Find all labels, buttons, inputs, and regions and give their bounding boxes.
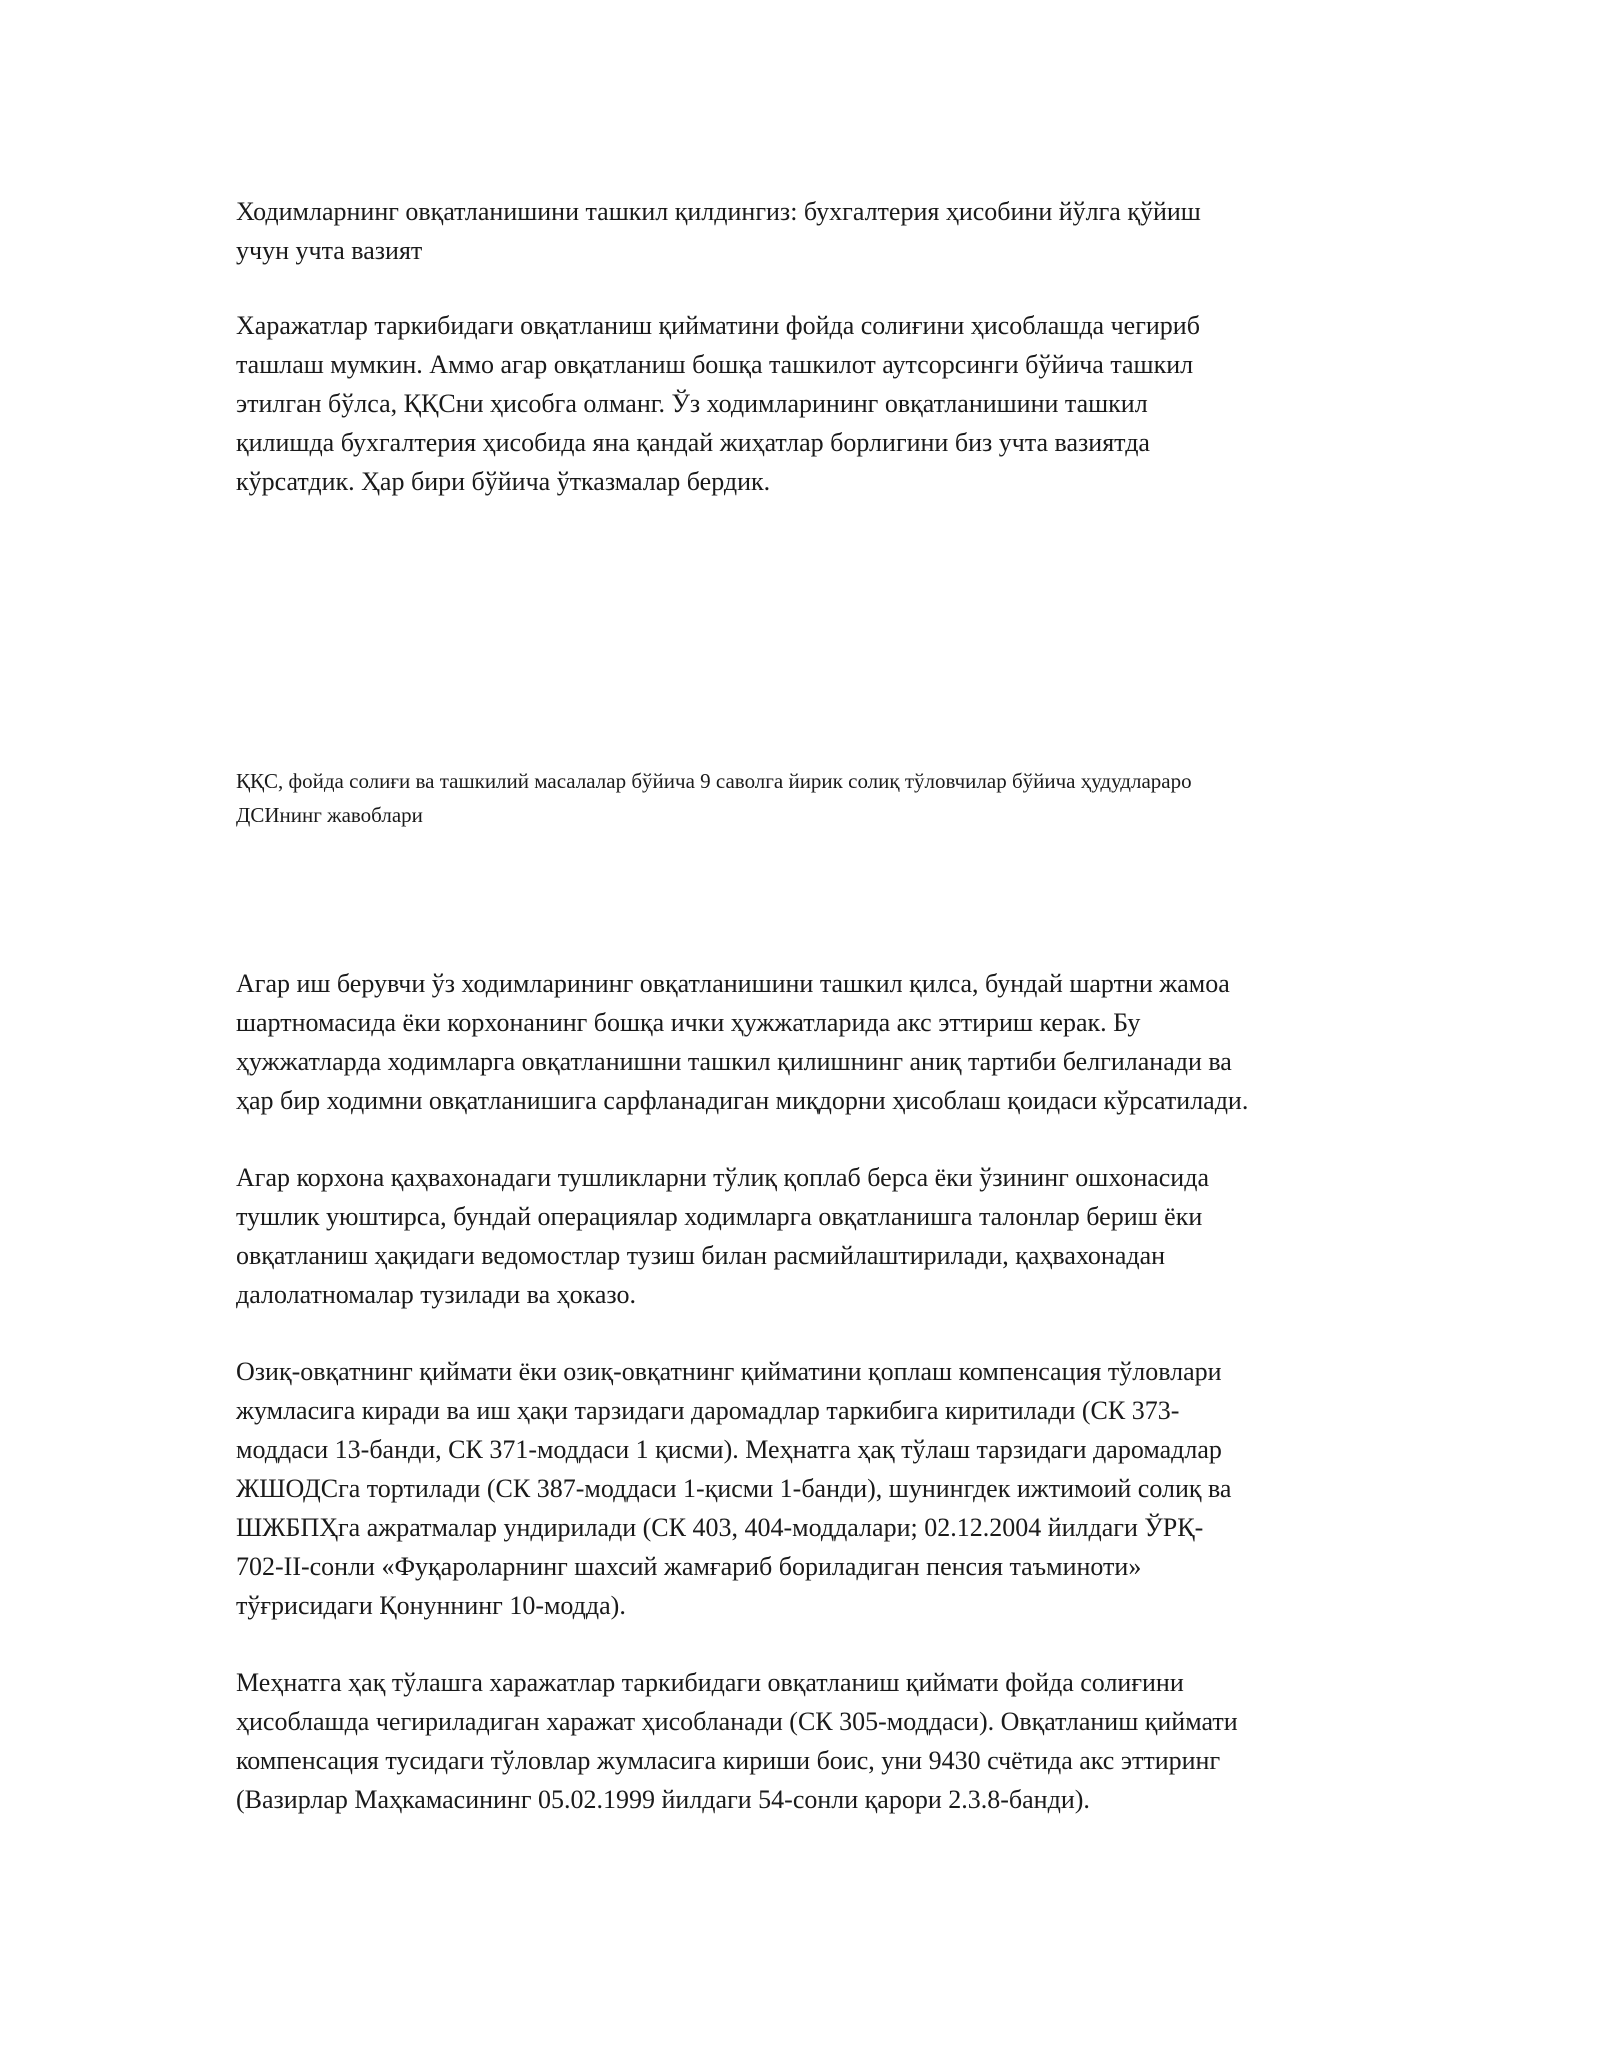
lead-line: этилган бўлса, ҚҚСни ҳисобга олманг. Ўз ходимларининг овқатланишини ташкил bbox=[236, 389, 1148, 418]
title-line: учун учта вазият bbox=[236, 236, 423, 265]
body-paragraph bbox=[236, 1352, 1386, 1625]
paragraph-line: тўғрисидаги Қонуннинг 10-модда). bbox=[236, 1591, 626, 1620]
paragraph-line: (Вазирлар Маҳкамасининг 05.02.1999 йилдаги 54-сонли қарори 2.3.8-банди). bbox=[236, 1785, 1090, 1814]
paragraph-line: компенсация тусидаги тўловлар жумласига кириши боис, уни 9430 счётида акс эттиринг bbox=[236, 1746, 1221, 1775]
title-line: Ходимларнинг овқатланишини ташкил қилдингиз: бухгалтерия ҳисобини йўлга қўйиш bbox=[236, 197, 1201, 226]
related-article-link[interactable] bbox=[236, 764, 1386, 832]
related-line: ДСИнинг жавоблари bbox=[236, 803, 423, 827]
paragraph-line: овқатланиш ҳақидаги ведомостлар тузиш билан расмийлаштирилади, қаҳвахонадан bbox=[236, 1241, 1166, 1270]
paragraph-line: Агар корхона қаҳвахонадаги тушликларни тўлиқ қоплаб берса ёки ўзининг ошхонасида bbox=[236, 1163, 1209, 1192]
paragraph-line: моддаси 13-банди, СК 371-моддаси 1 қисми). Меҳнатга ҳақ тўлаш тарзидаги даромадлар bbox=[236, 1435, 1222, 1464]
paragraph-line: жумласига киради ва иш ҳақи тарзидаги даромадлар таркибига киритилади (СК 373- bbox=[236, 1396, 1180, 1425]
paragraph-line: Меҳнатга ҳақ тўлашга харажатлар таркибидаги овқатланиш қиймати фойда солиғини bbox=[236, 1668, 1184, 1697]
paragraph-line: 702-II-сонли «Фуқароларнинг шахсий жамғариб бориладиган пенсия таъминоти» bbox=[236, 1552, 1142, 1581]
paragraph-line: ҳужжатларда ходимларга овқатланишни ташкил қилишнинг аниқ тартиби белгиланади ва bbox=[236, 1047, 1232, 1076]
paragraph-line: Агар иш берувчи ўз ходимларининг овқатланишини ташкил қилса, бундай шартни жамоа bbox=[236, 969, 1230, 998]
body-paragraph bbox=[236, 1663, 1386, 1819]
paragraph-line: тушлик уюштирса, бундай операциялар ходимларга овқатланишга талонлар бериш ёки bbox=[236, 1202, 1203, 1231]
body-paragraph bbox=[236, 964, 1386, 1120]
lead-line: Харажатлар таркибидаги овқатланиш қийматини фойда солиғини ҳисоблашда чегириб bbox=[236, 311, 1200, 340]
lead-line: кўрсатдик. Ҳар бири бўйича ўтказмалар бердик. bbox=[236, 467, 771, 496]
paragraph-line: ҳар бир ходимни овқатланишига сарфланадиган миқдорни ҳисоблаш қоидаси кўрсатилади. bbox=[236, 1086, 1249, 1115]
article-lead bbox=[236, 306, 1386, 501]
paragraph-line: Озиқ-овқатнинг қиймати ёки озиқ-овқатнинг қийматини қоплаш компенсация тўловлари bbox=[236, 1357, 1222, 1386]
article-title bbox=[236, 192, 1386, 270]
body-paragraph bbox=[236, 1158, 1386, 1314]
lead-line: ташлаш мумкин. Аммо агар овқатланиш бошқа ташкилот аутсорсинги бўйича ташкил bbox=[236, 350, 1194, 379]
paragraph-line: далолатномалар тузилади ва ҳоказо. bbox=[236, 1280, 637, 1309]
paragraph-line: шартномасида ёки корхонанинг бошқа ички ҳужжатларида акс эттириш керак. Бу bbox=[236, 1008, 1141, 1037]
paragraph-line: ШЖБПҲга ажратмалар ундирилади (СК 403, 404-моддалари; 02.12.2004 йилдаги ЎРҚ- bbox=[236, 1513, 1204, 1542]
lead-line: қилишда бухгалтерия ҳисобида яна қандай жиҳатлар борлигини биз учта вазиятда bbox=[236, 428, 1150, 457]
paragraph-line: ҳисоблашда чегириладиган харажат ҳисобланади (СК 305-моддаси). Овқатланиш қиймати bbox=[236, 1707, 1238, 1736]
paragraph-line: ЖШОДСга тортилади (СК 387-моддаси 1-қисми 1-банди), шунингдек ижтимоий солиқ ва bbox=[236, 1474, 1232, 1503]
related-line: ҚҚС, фойда солиғи ва ташкилий масалалар бўйича 9 саволга йирик солиқ тўловчилар бўйича ҳудудлараро bbox=[236, 769, 1192, 793]
